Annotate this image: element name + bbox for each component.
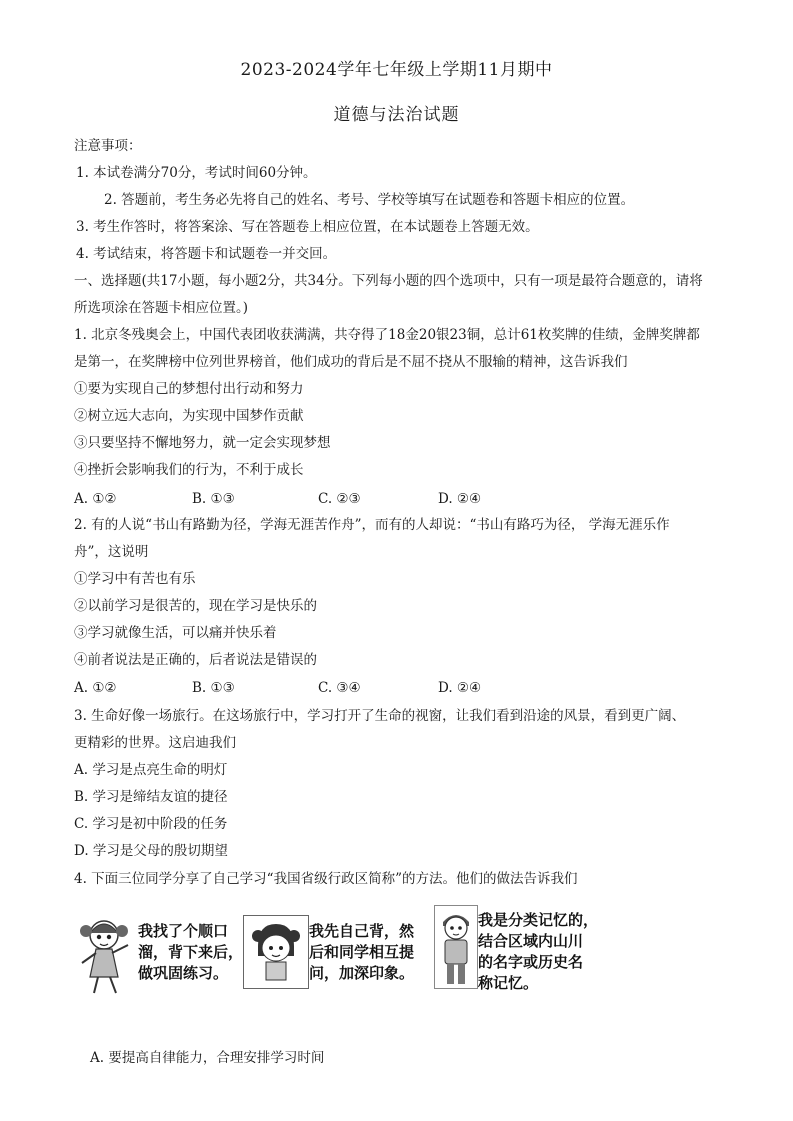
question-2-statement: ③学习就像生活，可以痛并快乐着 [74,625,277,641]
notice-item: 3. 考生作答时，将答案涂、写在答题卷上相应位置，在本试题卷上答题无效。 [76,219,539,235]
girl-pigtails-illustration [74,915,138,997]
question-2-option-b[interactable]: B. ①③ [192,680,235,696]
question-1-option-b[interactable]: B. ①③ [192,491,235,507]
question-2-option-a[interactable]: A. ①② [74,680,117,696]
section-instructions: 一、选择题(共17小题，每小题2分，共34分。下列每小题的四个选项中，只有一项是最符合题意的，请将 [74,273,703,289]
notice-item: 1. 本试卷满分70分，考试时间60分钟。 [76,165,317,181]
student-1-speech-line: 溜，背下来后， [138,943,244,961]
question-2-statement: ①学习中有苦也有乐 [74,571,196,587]
question-3-option-b[interactable]: B. 学习是缔结友谊的捷径 [74,789,228,805]
question-2-option-d[interactable]: D. ②④ [438,680,482,696]
question-2-statement: ④前者说法是正确的，后者说法是错误的 [74,652,317,668]
question-1-option-c[interactable]: C. ②③ [318,491,361,507]
question-2-stem: 2. 有的人说“书山有路勤为径，学海无涯苦作舟”，而有的人却说：“书山有路巧为径， 学海无涯乐作 [74,517,670,533]
exam-title: 2023-2024学年七年级上学期11月期中 [240,60,553,80]
question-2-option-c[interactable]: C. ③④ [318,680,361,696]
question-4-stem: 4. 下面三位同学分享了自己学习“我国省级行政区简称”的方法。他们的做法告诉我们 [74,871,578,887]
question-1-option-a[interactable]: A. ①② [74,491,117,507]
student-1-speech-line: 做巩固练习。 [138,964,229,982]
student-2-speech-line: 问，加深印象。 [309,964,415,982]
student-1-speech-line: 我找了个顺口 [138,922,229,940]
question-3-stem: 3. 生命好像一场旅行。在这场旅行中，学习打开了生命的视窗，让我们看到沿途的风景，看到更广阔、 [74,708,686,724]
student-3-speech-line: 称记忆。 [478,974,539,992]
boy-illustration [434,905,478,989]
question-1-statement: ④挫折会影响我们的行为，不利于成长 [74,462,304,478]
question-1-option-d[interactable]: D. ②④ [438,491,482,507]
question-2-stem-cont: 舟”，这说明 [74,544,149,560]
question-1-statement: ③只要坚持不懈地努力，就一定会实现梦想 [74,435,331,451]
question-3-option-d[interactable]: D. 学习是父母的殷切期望 [74,843,228,859]
question-3-option-a[interactable]: A. 学习是点亮生命的明灯 [74,762,228,778]
girl-bob-hair-illustration [243,915,309,989]
question-1-statement: ②树立远大志向，为实现中国梦作贡献 [74,408,304,424]
notice-heading: 注意事项： [74,138,142,154]
question-4-option-a[interactable]: A. 要提高自律能力，合理安排学习时间 [90,1050,325,1066]
student-2-speech-line: 我先自己背，然 [309,922,415,940]
student-3-speech-line: 我是分类记忆的， [478,911,599,929]
section-instructions-cont: 所选项涂在答题卡相应位置。) [74,300,249,316]
notice-item: 2. 答题前，考生务必先将自己的姓名、考号、学校等填写在试题卷和答题卡相应的位置。 [104,192,635,208]
question-3-stem-cont: 更精彩的世界。这启迪我们 [74,735,236,751]
question-1-stem: 1. 北京冬残奥会上，中国代表团收获满满，共夺得了18金20银23铜，总计61枚奖牌的佳绩，金牌奖牌都 [74,327,700,343]
student-3-speech-line: 的名字或历史名 [478,953,584,971]
notice-item: 4. 考试结束，将答题卡和试题卷一并交回。 [76,246,337,262]
question-1-stem-cont: 是第一，在奖牌榜中位列世界榜首，他们成功的背后是不屈不挠从不服输的精神，这告诉我们 [74,354,628,370]
exam-subject: 道德与法治试题 [333,105,460,125]
question-3-option-c[interactable]: C. 学习是初中阶段的任务 [74,816,228,832]
question-1-statement: ①要为实现自己的梦想付出行动和努力 [74,381,304,397]
student-2-speech-line: 后和同学相互提 [309,943,415,961]
question-2-statement: ②以前学习是很苦的，现在学习是快乐的 [74,598,317,614]
student-3-speech-line: 结合区域内山川 [478,932,584,950]
